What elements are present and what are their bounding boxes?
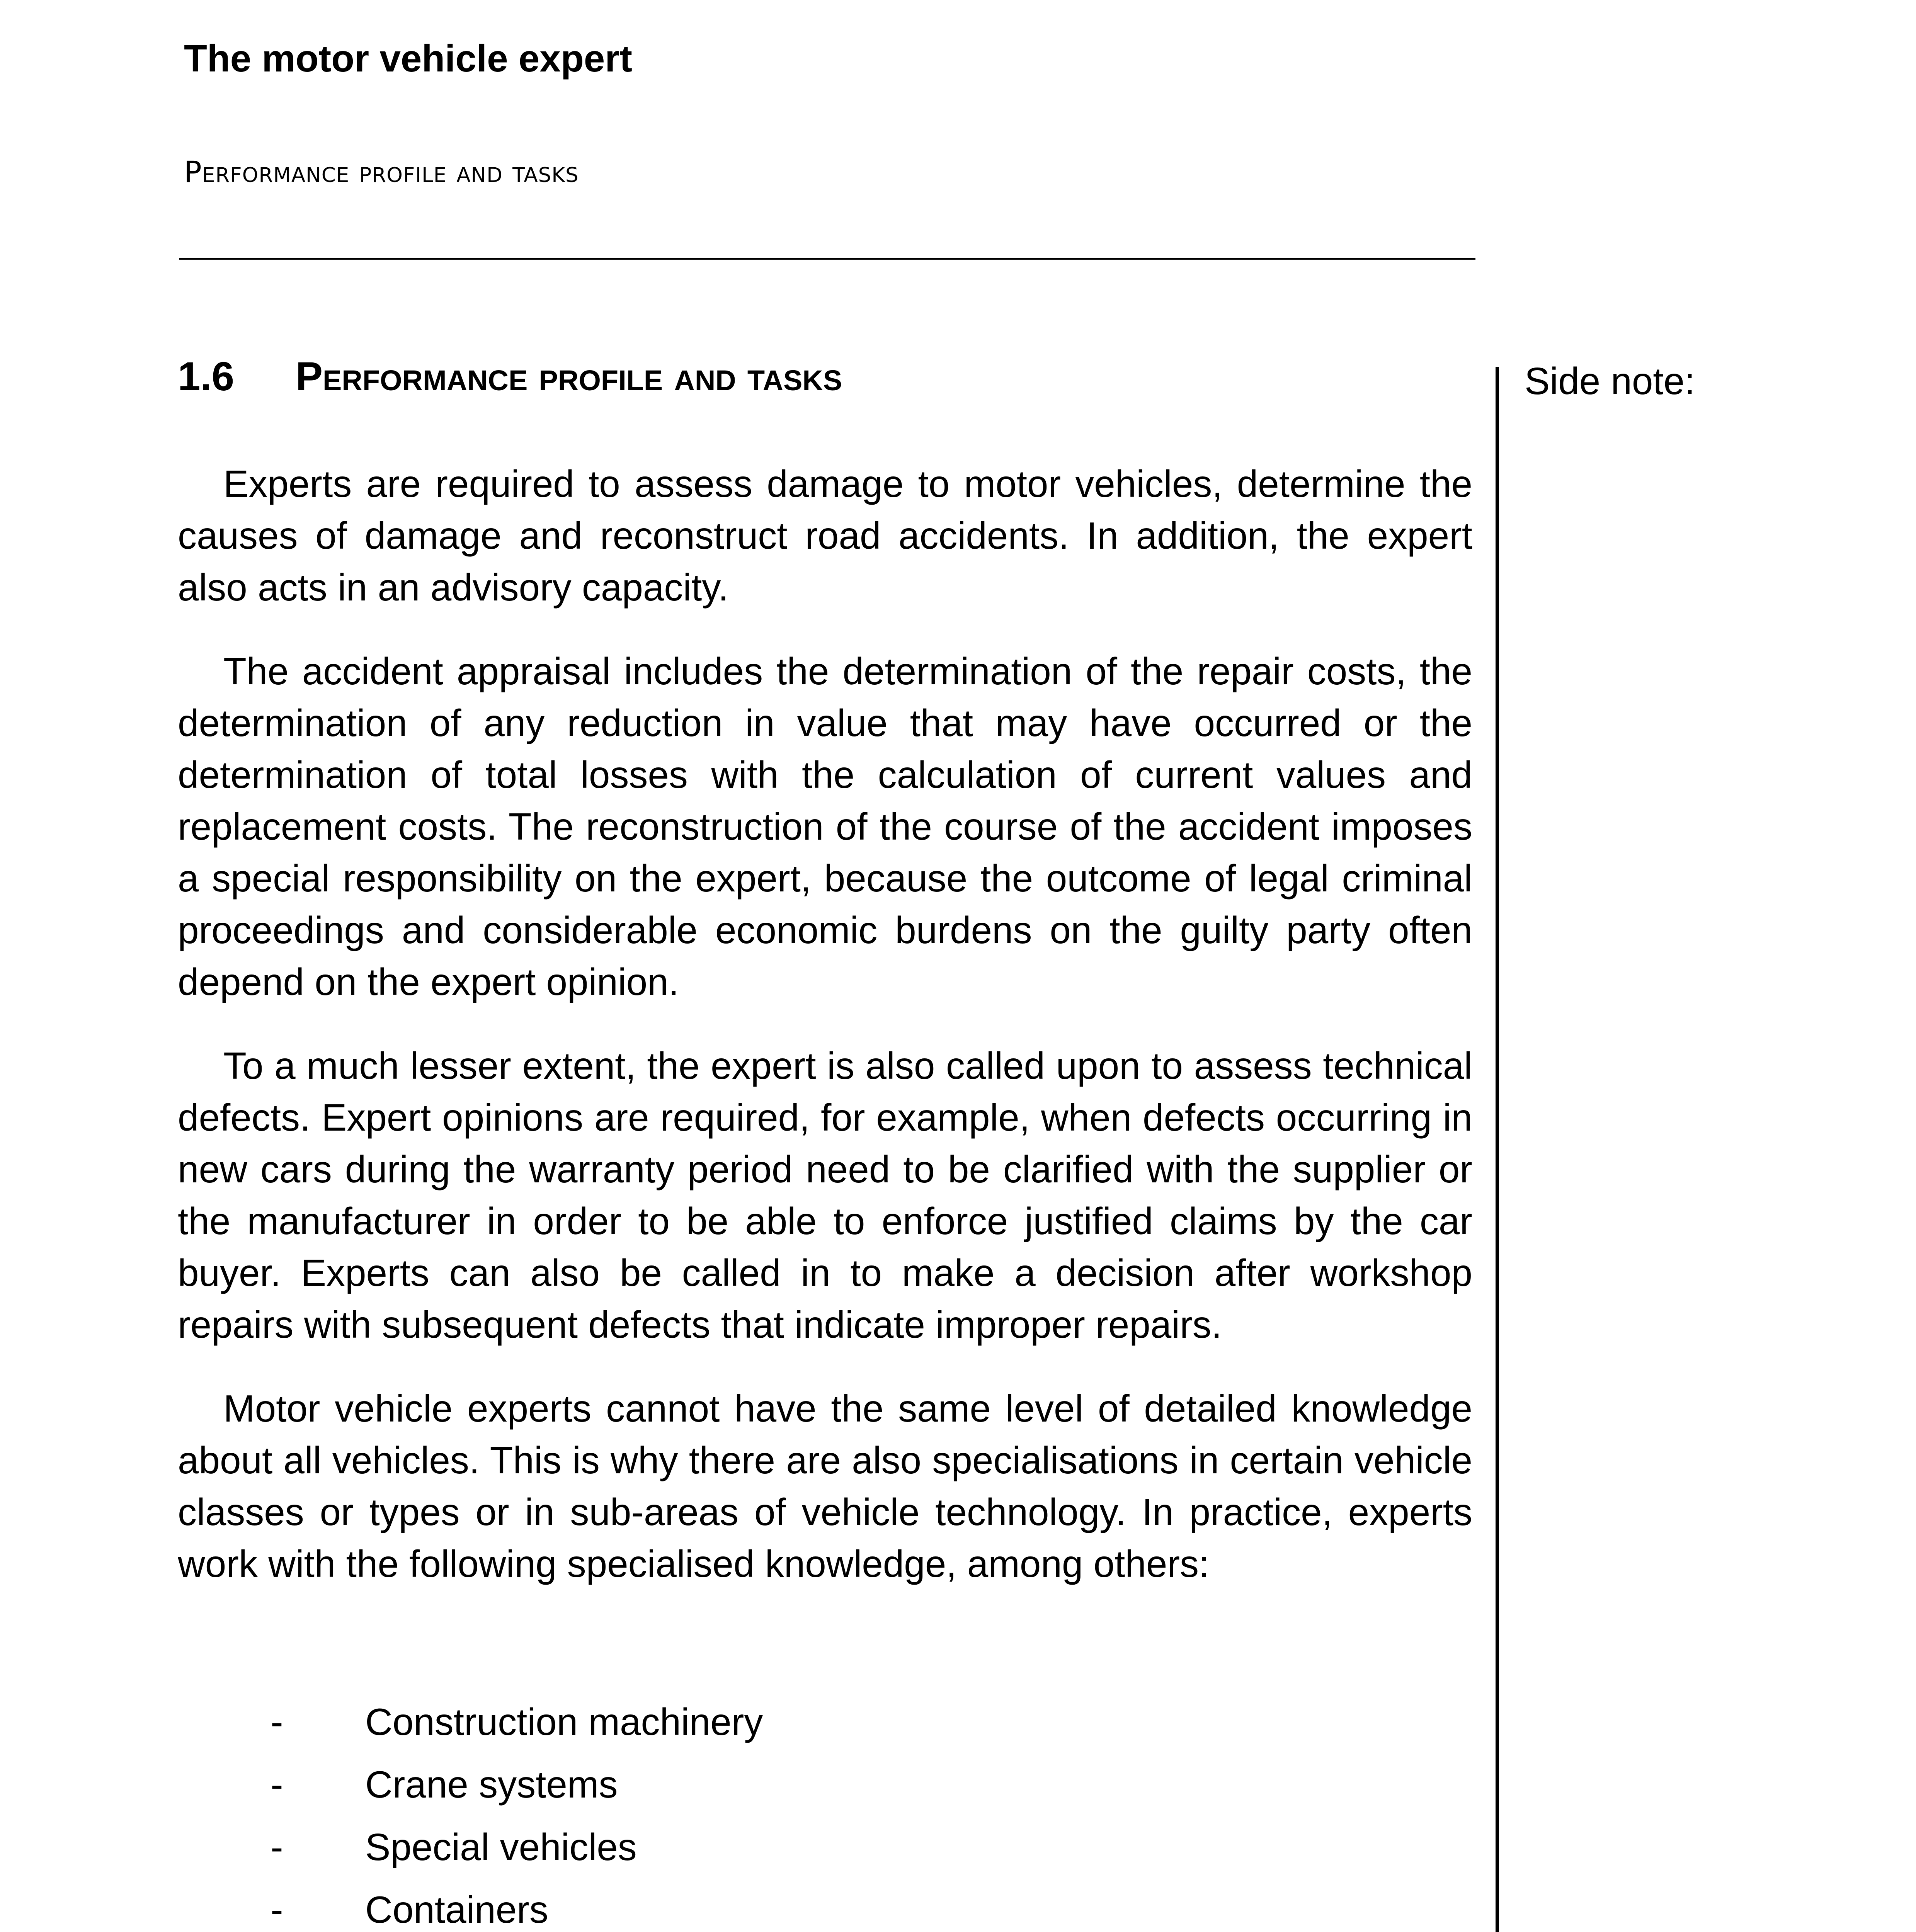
running-head: Performance profile and tasks bbox=[184, 155, 579, 189]
list-bullet: - bbox=[271, 1701, 283, 1743]
document-title: The motor vehicle expert bbox=[184, 37, 633, 80]
list-bullet: - bbox=[271, 1763, 283, 1806]
list-bullet: - bbox=[271, 1888, 283, 1931]
section-heading bbox=[178, 354, 842, 400]
section-number: 1.6 bbox=[178, 354, 234, 399]
section-title: Performance profile and tasks bbox=[296, 354, 842, 399]
list-item bbox=[271, 1690, 763, 1753]
list-item bbox=[271, 1753, 763, 1816]
list-item-label: Crane systems bbox=[365, 1763, 618, 1806]
side-note-divider bbox=[1496, 367, 1499, 1932]
paragraph: Motor vehicle experts cannot have the same level of detailed knowledge about all vehicles. This is why there are also specialisations in certain vehicle classes or types or in sub-areas of vehicle technology. In practice, experts work with the following specialised knowledge, among others: bbox=[178, 1387, 1472, 1585]
paragraph: The accident appraisal includes the determination of the repair costs, the determination of any reduction in value that may have occurred or the determination of total losses with the calculation of current values and replacement costs. The reconstruction of the course of the accident imposes a special responsibility on the expert, because the outcome of legal criminal proceedings and considerable economic burdens on the guilty party often depend on the expert opinion. bbox=[178, 650, 1472, 1003]
list-bullet: - bbox=[271, 1826, 283, 1868]
section-body bbox=[178, 458, 1472, 1622]
paragraph: Experts are required to assess damage to motor vehicles, determine the causes of damage and reconstruct road accidents. In addition, the expert also acts in an advisory capacity. bbox=[178, 463, 1472, 609]
list-item-label: Containers bbox=[365, 1888, 548, 1931]
specialisation-list bbox=[271, 1690, 763, 1932]
side-note-label: Side note: bbox=[1525, 360, 1695, 402]
list-item bbox=[271, 1878, 763, 1932]
header-divider bbox=[179, 258, 1475, 260]
list-item-label: Construction machinery bbox=[365, 1701, 763, 1743]
paragraph: To a much lesser extent, the expert is also called upon to assess technical defects. Expert opinions are required, for example, when defects occurring in new cars during the warranty period need to be clarified with the supplier or the manufacturer in order to be able to enforce justified claims by the car buyer. Experts can also be called in to make a decision after workshop repairs with subsequent defects that indicate improper repairs. bbox=[178, 1044, 1472, 1346]
list-item bbox=[271, 1816, 763, 1878]
list-item-label: Special vehicles bbox=[365, 1826, 637, 1868]
